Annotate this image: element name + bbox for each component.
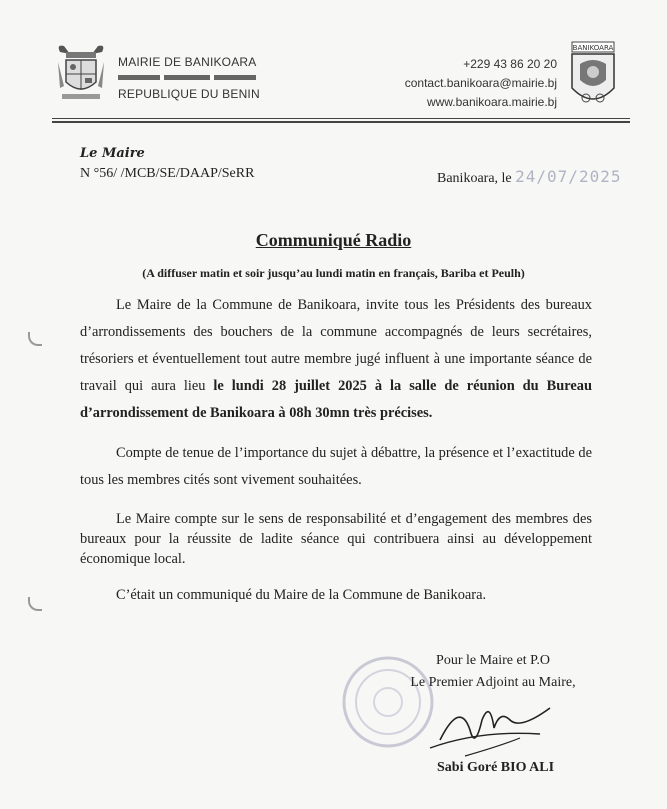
header-contact — [405, 55, 557, 112]
signature-line-1: Pour le Maire et P.O — [436, 653, 550, 668]
meeting-details: le lundi 28 juillet 2025 à la salle de réunion du Bureau d’arrondissement de Banikoara à 08h 30mn très précises. — [80, 378, 592, 421]
header-rule-thin — [52, 118, 630, 119]
paragraph-responsibility: Le Maire compte sur le sens de responsabilité et d’engagement des membres des bureaux pour la réussite de ladite séance qui contribuera ainsi au développement économique local. — [80, 511, 592, 567]
place-and-date — [437, 167, 621, 187]
handwritten-signature — [420, 690, 570, 760]
punch-hole-mark — [28, 597, 42, 611]
signature-block — [393, 650, 593, 694]
signatory-name: Sabi Goré BIO ALI — [437, 760, 555, 775]
header-organization — [118, 55, 260, 101]
republic-label: REPUBLIQUE DU BENIN — [118, 87, 260, 101]
website-address: www.banikoara.mairie.bj — [426, 95, 557, 109]
header-rule-thick — [52, 121, 630, 123]
paragraph-closing: C’était un communiqué du Maire de la Commune de Banikoara. — [116, 587, 487, 603]
handwritten-date: 24/07/2025 — [515, 167, 622, 186]
signatory-label: Le Maire — [80, 146, 145, 161]
paragraph-invitation: Le Maire de la Commune de Banikoara, invite tous les Présidents des bureaux d’arrondissements des bouchers de la commune accompagnés de leurs secrétaires, trésoriers et éventuellement tout autre membre jugé influent à une importante séance de travail qui aura lieu le lundi 28 juillet 2025 à la salle de réunion du Bureau d’arrondissement de Banikoara à 08h 30mn très précises. — [80, 297, 592, 421]
place-label: Banikoara, le — [437, 171, 512, 186]
svg-text:BANIKOARA: BANIKOARA — [572, 44, 614, 52]
email-address: contact.banikoara@mairie.bj — [404, 76, 557, 90]
phone-number: +229 43 86 20 20 — [463, 57, 557, 71]
mairie-label: MAIRIE DE BANIKOARA — [118, 55, 257, 69]
signature-line-2: Le Premier Adjoint au Maire, — [410, 675, 576, 690]
document-title: Communiqué Radio — [255, 230, 412, 250]
document-subtitle: (A diffuser matin et soir jusqu’au lundi matin en français, Bariba et Peulh) — [142, 266, 525, 280]
header-divider — [118, 75, 256, 80]
banikoara-emblem-logo — [568, 40, 618, 112]
punch-hole-mark — [28, 332, 42, 346]
benin-coat-of-arms-logo — [52, 42, 110, 106]
reference-number: N °56/ /MCB/SE/DAAP/SeRR — [80, 166, 255, 181]
paragraph-importance: Compte de tenue de l’importance du sujet à débattre, la présence et l’exactitude de tous les membres cités sont vivement souhaitées. — [80, 445, 592, 488]
